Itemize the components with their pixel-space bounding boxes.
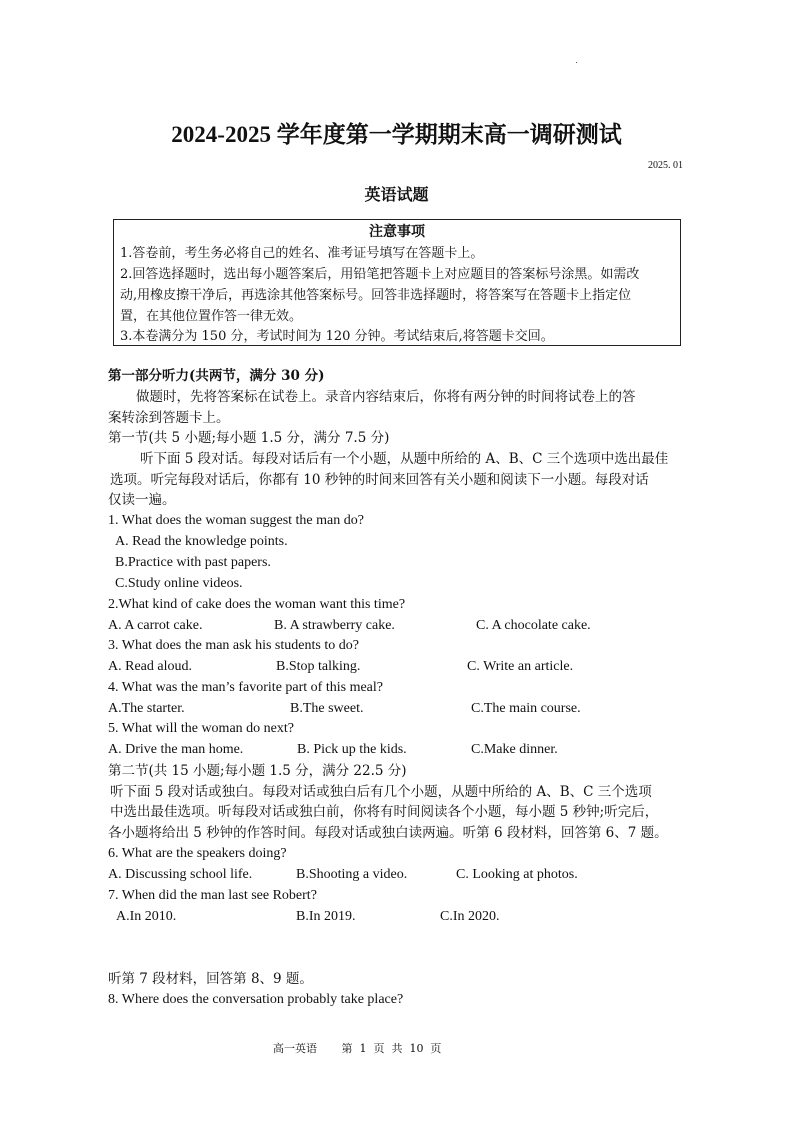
section2-intro: 中选出最佳选项。听每段对话或独白前，你将有时间阅读各个小题，每小题 5 秒钟;听完后， xyxy=(110,804,659,820)
question-2: 2.What kind of cake does the woman want this time? xyxy=(108,597,406,612)
option-b: B.Practice with past papers. xyxy=(115,555,271,570)
option-b: B.Shooting a video. xyxy=(296,867,408,882)
question-1: 1. What does the woman suggest the man do? xyxy=(108,513,364,528)
notice-line: 2.回答选择题时，选出每小题答案后，用铅笔把答题卡上对应题目的答案标号涂黑。如需改 xyxy=(120,267,640,282)
part1-intro: 做题时，先将答案标在试卷上。录音内容结束后，你将有两分钟的时间将试卷上的答 xyxy=(136,389,636,405)
page-mark xyxy=(576,62,577,63)
notice-line: 置，在其他位置作答一律无效。 xyxy=(120,309,303,324)
section2-heading: 第二节(共 15 小题;每小题 1.5 分，满分 22.5 分) xyxy=(108,763,407,779)
option-a: A.In 2010. xyxy=(116,909,177,924)
exam-date: 2025. 01 xyxy=(648,160,683,171)
option-c: C. Write an article. xyxy=(467,659,574,674)
notice-line: 动,用橡皮擦干净后，再选涂其他答案标号。回答非选择题时，将答案写在答题卡上指定位 xyxy=(120,288,632,303)
option-a: A.The starter. xyxy=(108,701,185,716)
question-8: 8. Where does the conversation probably take place? xyxy=(108,992,404,1007)
option-a: A. Discussing school life. xyxy=(108,867,253,882)
section1-intro: 选项。听完每段对话后，你都有 10 秒钟的时间来回答有关小题和阅读下一小题。每段对话 xyxy=(110,472,649,488)
option-c: C.The main course. xyxy=(471,701,581,716)
notice-line: 3.本卷满分为 150 分，考试时间为 120 分钟。考试结束后,将答题卡交回。 xyxy=(120,329,554,344)
option-b: B. Pick up the kids. xyxy=(297,742,407,757)
question-5: 5. What will the woman do next? xyxy=(108,721,294,736)
option-a: A. Drive the man home. xyxy=(108,742,244,757)
question-7: 7. When did the man last see Robert? xyxy=(108,888,317,903)
material-7-instruction: 听第 7 段材料，回答第 8、9 题。 xyxy=(108,971,313,987)
option-c: C.Make dinner. xyxy=(471,742,558,757)
section1-intro: 听下面 5 段对话。每段对话后有一个小题，从题中所给的 A、B、C 三个选项中选出最佳 xyxy=(140,451,669,467)
option-c: C. A chocolate cake. xyxy=(476,618,591,633)
option-c: C.Study online videos. xyxy=(115,576,243,591)
section1-intro: 仅读一遍。 xyxy=(108,492,176,508)
notice-heading: 注意事项 xyxy=(369,224,425,240)
question-4: 4. What was the man’s favorite part of this meal? xyxy=(108,680,383,695)
option-c: C. Looking at photos. xyxy=(456,867,578,882)
section2-intro: 听下面 5 段对话或独白。每段对话或独白后有几个小题，从题中所给的 A、B、C 三个选项 xyxy=(110,784,652,800)
page-footer: 高一英语 第 1 页 共 10 页 xyxy=(273,1042,442,1055)
section1-heading: 第一节(共 5 小题;每小题 1.5 分，满分 7.5 分) xyxy=(108,430,390,446)
subject-title: 英语试题 xyxy=(364,185,429,204)
notice-line: 1.答卷前，考生务必将自己的姓名、准考证号填写在答题卡上。 xyxy=(120,246,484,261)
option-a: A. Read aloud. xyxy=(108,659,192,674)
option-a: A. Read the knowledge points. xyxy=(115,534,288,549)
option-a: A. A carrot cake. xyxy=(108,618,203,633)
option-c: C.In 2020. xyxy=(440,909,500,924)
option-b: B.Stop talking. xyxy=(276,659,361,674)
option-b: B.In 2019. xyxy=(296,909,356,924)
part1-heading: 第一部分听力(共两节，满分 30 分) xyxy=(108,368,325,384)
question-3: 3. What does the man ask his students to do? xyxy=(108,638,359,653)
section2-intro: 各小题将给出 5 秒钟的作答时间。每段对话或独白读两遍。听第 6 段材料，回答第 6、7 题。 xyxy=(108,825,668,841)
notice-box xyxy=(113,219,681,346)
part1-intro: 案转涂到答题卡上。 xyxy=(108,410,230,426)
question-6: 6. What are the speakers doing? xyxy=(108,846,287,861)
option-b: B.The sweet. xyxy=(290,701,364,716)
option-b: B. A strawberry cake. xyxy=(274,618,395,633)
exam-title: 2024-2025 学年度第一学期期末高一调研测试 xyxy=(171,122,622,147)
